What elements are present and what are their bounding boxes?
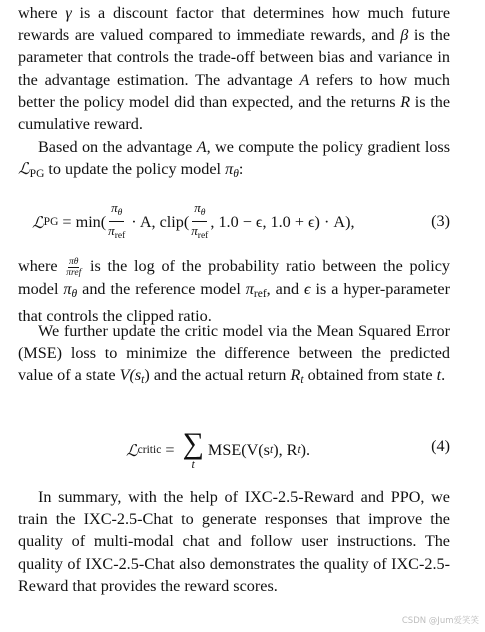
advantage-symbol: A xyxy=(299,70,310,89)
return-symbol: R xyxy=(400,92,411,111)
inline-ratio-fraction: πθ πref xyxy=(66,256,82,278)
gamma-symbol: γ xyxy=(65,4,72,22)
ratio-fraction-clip: $\frac{\pi_\theta}{\pi_{ref}}$ xyxy=(191,199,209,241)
paragraph-summary: In summary, with the help of IXC-2.5-Reward and PPO, we train the IXC-2.5-Chat to generate responses that improve the quality of multi-modal chat and follow user instructions. The quality of IXC-2.5-Chat also demonstrates the quality of IXC-2.5-Reward that provides the reward scores. xyxy=(18,488,450,595)
summation-sign: ∑ t xyxy=(182,427,204,471)
equation-number-3: (3) xyxy=(431,212,450,230)
paragraph-gae-definition: where γ is a discount factor that determines how much future rewards are valued compared to immediate rewards, and β is the parameter that controls the trade-off between bias and variance in the advantage estimation. The advantage A refers to how much better the policy model did than expected, and the returns R is the cumulative reward. xyxy=(18,4,451,134)
ratio-fraction: $\frac{\pi_\theta}{\pi_{ref}}$ xyxy=(108,199,126,241)
equation-4-critic-loss: ℒ critic = ∑ t MSE(V(s t ), R t ). (4) xyxy=(126,427,450,471)
paragraph-critic-update: We further update the critic model via the Mean Squared Error (MSE) loss to minimize the difference between the predicted value of a state V(st) and the actual return Rt obtained from state t. xyxy=(18,322,450,387)
equation-number-4: (4) xyxy=(431,437,450,455)
paragraph-policy-loss-intro: Based on the advantage A, we compute the policy gradient loss ℒ$_{PG}$ to update the policy model πθ: xyxy=(18,138,451,181)
paragraph-ratio-explanation: where πθ πref is the log of the probability ratio between the policy model πθ and the reference model $\pi_{ref}$, and ϵ is a hyper-parameter that controls the clipped ratio. xyxy=(18,256,450,325)
beta-symbol: β xyxy=(400,26,409,45)
equation-3-policy-loss: ℒ PG = min( $\frac{\pi_\theta}{\pi_{ref}}$ · A, clip( $\frac{\pi_\theta}{\pi_{ref}}$ , 1.0 − ϵ, 1.0 + ϵ) · A), (3) xyxy=(18,198,450,246)
loss-symbol: ℒ xyxy=(18,159,30,179)
csdn-watermark: CSDN @Jum爱笑笑 xyxy=(401,616,479,626)
